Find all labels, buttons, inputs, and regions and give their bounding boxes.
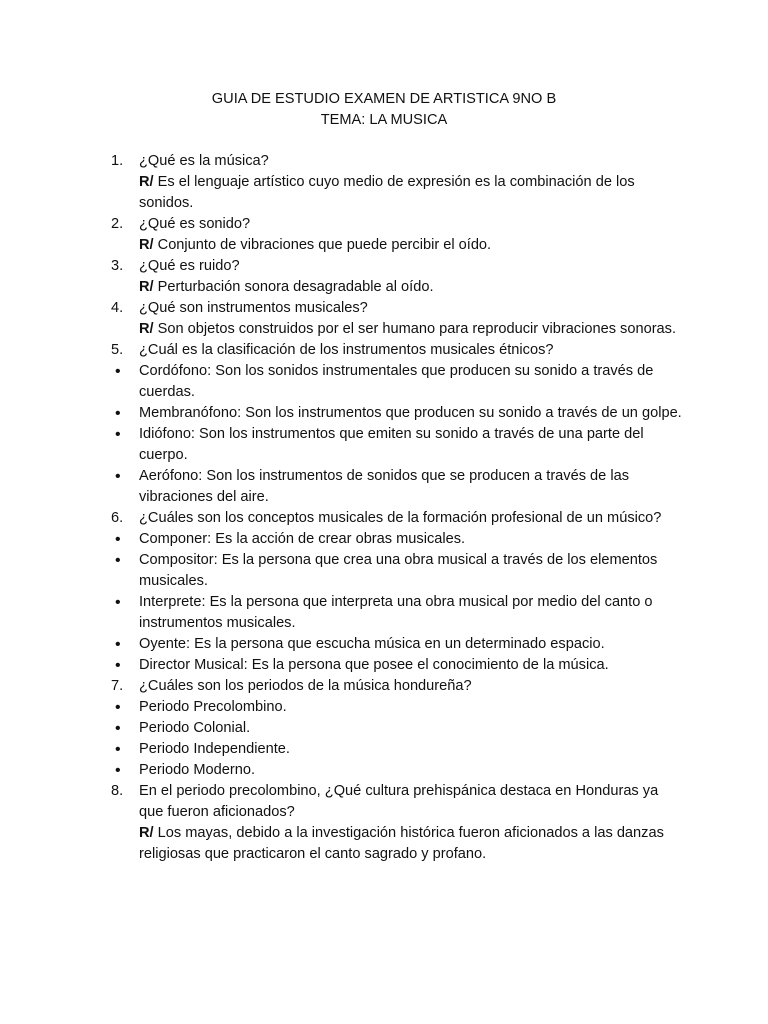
item-number: 5. bbox=[111, 342, 124, 358]
bullet-icon: • bbox=[115, 426, 121, 443]
question-item bbox=[111, 340, 683, 361]
bullet-item bbox=[111, 760, 683, 781]
question-item bbox=[111, 676, 683, 697]
answer-text bbox=[139, 823, 683, 865]
bullet-text: Oyente: Es la persona que escucha música en un determinado espacio. bbox=[139, 636, 605, 652]
answer-body: Conjunto de vibraciones que puede percibir el oído. bbox=[157, 237, 492, 253]
item-number: 8. bbox=[111, 783, 124, 799]
bullet-text: Membranófono: Son los instrumentos que producen su sonido a través de un golpe. bbox=[139, 405, 682, 421]
bullet-item bbox=[111, 655, 683, 676]
bullet-item bbox=[111, 718, 683, 739]
answer-text bbox=[139, 319, 683, 340]
bullet-icon: • bbox=[115, 636, 121, 653]
question-text: ¿Cuáles son los periodos de la música hondureña? bbox=[139, 678, 472, 694]
question-text: ¿Cuál es la clasificación de los instrumentos musicales étnicos? bbox=[139, 342, 554, 358]
answer-label: R/ bbox=[139, 321, 154, 337]
question-text: ¿Qué son instrumentos musicales? bbox=[139, 300, 368, 316]
item-number: 1. bbox=[111, 153, 124, 169]
bullet-icon: • bbox=[115, 762, 121, 779]
bullet-item bbox=[111, 361, 683, 403]
bullet-icon: • bbox=[115, 657, 121, 674]
question-item bbox=[111, 151, 683, 214]
bullet-icon: • bbox=[115, 594, 121, 611]
bullet-icon: • bbox=[115, 552, 121, 569]
bullet-text: Idiófono: Son los instrumentos que emiten su sonido a través de una parte del cuerpo. bbox=[139, 426, 644, 463]
question-text: ¿Qué es la música? bbox=[139, 153, 269, 169]
bullet-text: Periodo Precolombino. bbox=[139, 699, 287, 715]
bullet-item bbox=[111, 529, 683, 550]
answer-label: R/ bbox=[139, 279, 154, 295]
bullet-icon: • bbox=[115, 699, 121, 716]
bullet-text: Director Musical: Es la persona que posee el conocimiento de la música. bbox=[139, 657, 609, 673]
question-item bbox=[111, 214, 683, 256]
answer-label: R/ bbox=[139, 825, 154, 841]
document-header bbox=[0, 89, 768, 131]
answer-body: Es el lenguaje artístico cuyo medio de expresión es la combinación de los sonidos. bbox=[139, 174, 635, 211]
question-item bbox=[111, 256, 683, 298]
bullet-icon: • bbox=[115, 363, 121, 380]
bullet-icon: • bbox=[115, 720, 121, 737]
answer-label: R/ bbox=[139, 174, 154, 190]
question-text: En el periodo precolombino, ¿Qué cultura prehispánica destaca en Honduras ya que fueron aficionados? bbox=[139, 783, 659, 820]
question-item bbox=[111, 781, 683, 865]
bullet-icon: • bbox=[115, 531, 121, 548]
bullet-icon: • bbox=[115, 405, 121, 422]
bullet-icon: • bbox=[115, 468, 121, 485]
bullet-text: Periodo Independiente. bbox=[139, 741, 290, 757]
bullet-text: Interprete: Es la persona que interpreta una obra musical por medio del canto o instrumentos musicales. bbox=[139, 594, 653, 631]
question-text: ¿Qué es ruido? bbox=[139, 258, 240, 274]
bullet-text: Aerófono: Son los instrumentos de sonidos que se producen a través de las vibraciones del aire. bbox=[139, 468, 630, 505]
bullet-item bbox=[111, 466, 683, 508]
item-number: 3. bbox=[111, 258, 124, 274]
bullet-item bbox=[111, 592, 683, 634]
document-title: GUIA DE ESTUDIO EXAMEN DE ARTISTICA 9NO B bbox=[211, 91, 557, 107]
question-item bbox=[111, 508, 683, 529]
bullet-item bbox=[111, 403, 683, 424]
item-number: 2. bbox=[111, 216, 124, 232]
document-subtitle: TEMA: LA MUSICA bbox=[320, 112, 448, 128]
question-text: ¿Cuáles son los conceptos musicales de la formación profesional de un músico? bbox=[139, 510, 662, 526]
bullet-text: Cordófono: Son los sonidos instrumentales que producen su sonido a través de cuerdas. bbox=[139, 363, 654, 400]
answer-body: Son objetos construidos por el ser humano para reproducir vibraciones sonoras. bbox=[157, 321, 677, 337]
bullet-text: Componer: Es la acción de crear obras musicales. bbox=[139, 531, 466, 547]
bullet-item bbox=[111, 424, 683, 466]
item-number: 6. bbox=[111, 510, 124, 526]
bullet-item bbox=[111, 550, 683, 592]
item-number: 4. bbox=[111, 300, 124, 316]
question-text: ¿Qué es sonido? bbox=[139, 216, 251, 232]
bullet-text: Compositor: Es la persona que crea una obra musical a través de los elementos musicales. bbox=[139, 552, 658, 589]
bullet-text: Periodo Moderno. bbox=[139, 762, 256, 778]
answer-text bbox=[139, 277, 683, 298]
question-list bbox=[111, 151, 683, 865]
item-number: 7. bbox=[111, 678, 124, 694]
bullet-icon: • bbox=[115, 741, 121, 758]
answer-text bbox=[139, 235, 683, 256]
answer-body: Perturbación sonora desagradable al oído. bbox=[157, 279, 434, 295]
bullet-item bbox=[111, 634, 683, 655]
bullet-text: Periodo Colonial. bbox=[139, 720, 251, 736]
question-item bbox=[111, 298, 683, 340]
bullet-item bbox=[111, 739, 683, 760]
answer-body: Los mayas, debido a la investigación histórica fueron aficionados a las danzas religiosas que practicaron el canto sagrado y profano. bbox=[139, 825, 664, 862]
answer-label: R/ bbox=[139, 237, 154, 253]
bullet-item bbox=[111, 697, 683, 718]
answer-text bbox=[139, 172, 683, 214]
